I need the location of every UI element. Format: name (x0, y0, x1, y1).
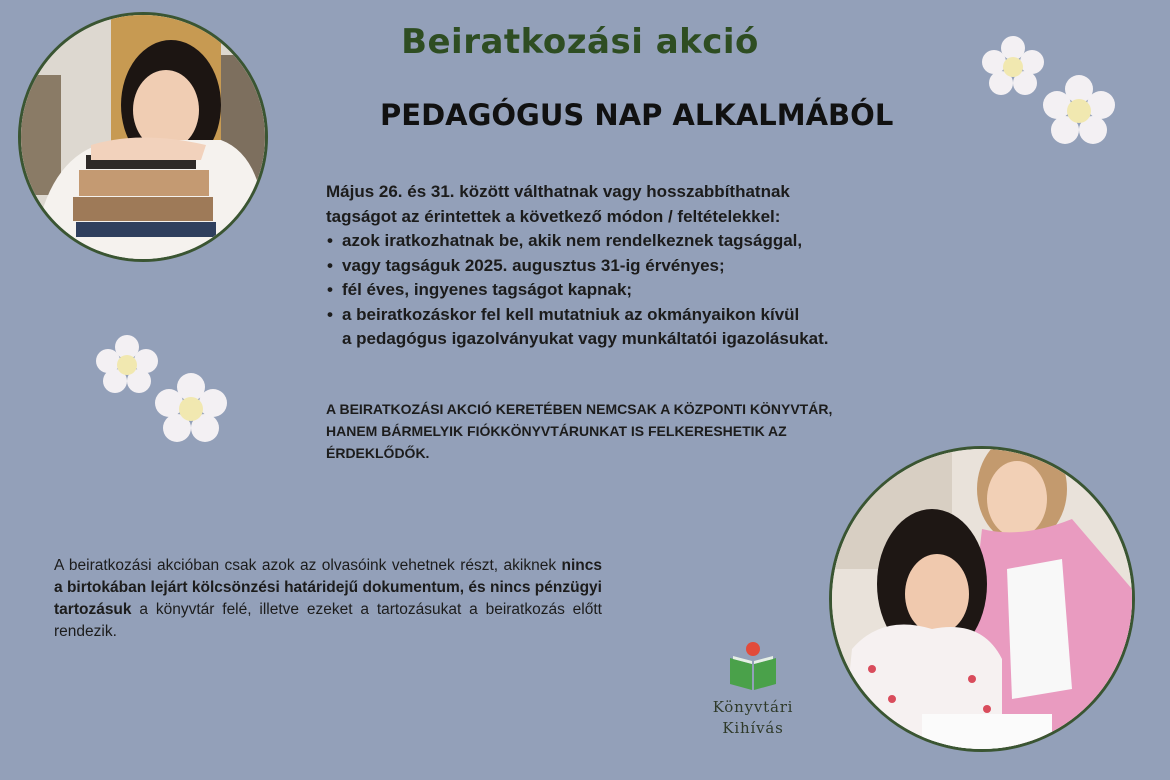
list-item: • azok iratkozhatnak be, akik nem rendelkeznek tagsággal, (327, 231, 803, 250)
page-subtitle: PEDAGÓGUS NAP ALKALMÁBÓL (380, 98, 894, 132)
bold-condition: nincs pénzügyi tartozásuk (54, 579, 602, 618)
bold-condition: nincs a birtokában lejárt kölcsönzési határidejű dokumentum, és (54, 557, 602, 596)
konyvtari-kihivas-logo (700, 640, 806, 739)
logo-text: Könyvtári (712, 698, 794, 716)
note-line: ÉRDEKLŐDŐK. (326, 445, 430, 461)
note-line: HANEM BÁRMELYIK FIÓKKÖNYVTÁRUNKAT IS FELKERESHETIK AZ (326, 423, 787, 439)
conditions-block (326, 180, 886, 352)
student-with-books-photo (18, 12, 268, 262)
intro-line: tagságot az érintettek a következő módon / feltételekkel: (326, 206, 781, 226)
list-item: • fél éves, ingyenes tagságot kapnak; (327, 280, 633, 299)
conditions-list (326, 229, 886, 327)
note-line: A BEIRATKOZÁSI AKCIÓ KERETÉBEN NEMCSAK A KÖZPONTI KÖNYVTÁR, (326, 401, 833, 417)
page-title: Beiratkozási akció (401, 22, 759, 62)
intro-line: Május 26. és 31. között válthatnak vagy hosszabbíthatnak (326, 182, 790, 201)
list-item: • a beiratkozáskor fel kell mutatniuk az okmányaikon kívül (327, 304, 800, 324)
teacher-and-student-photo (829, 446, 1135, 752)
list-item: • vagy tagságuk 2025. augusztus 31-ig érvényes; (327, 255, 725, 275)
book-icon (727, 640, 779, 692)
eligibility-paragraph: A beiratkozási akcióban csak azok az olvasóink vehetnek részt, akiknek nincs a birtokában lejárt kölcsönzési határidejű dokumentum, és nincs pénzügyi tartozásuk a könyvtár felé, illetve ezeket a tartozásukat a beiratkozás előtt rendezik. (54, 557, 602, 640)
flower-icon (978, 34, 1048, 99)
branch-note (326, 398, 886, 464)
flower-icon (1040, 74, 1118, 148)
list-item-continuation: a pedagógus igazolványukat vagy munkáltatói igazolásukat. (342, 329, 829, 348)
flower-icon (152, 372, 230, 446)
logo-text: Kihívás (722, 719, 784, 737)
